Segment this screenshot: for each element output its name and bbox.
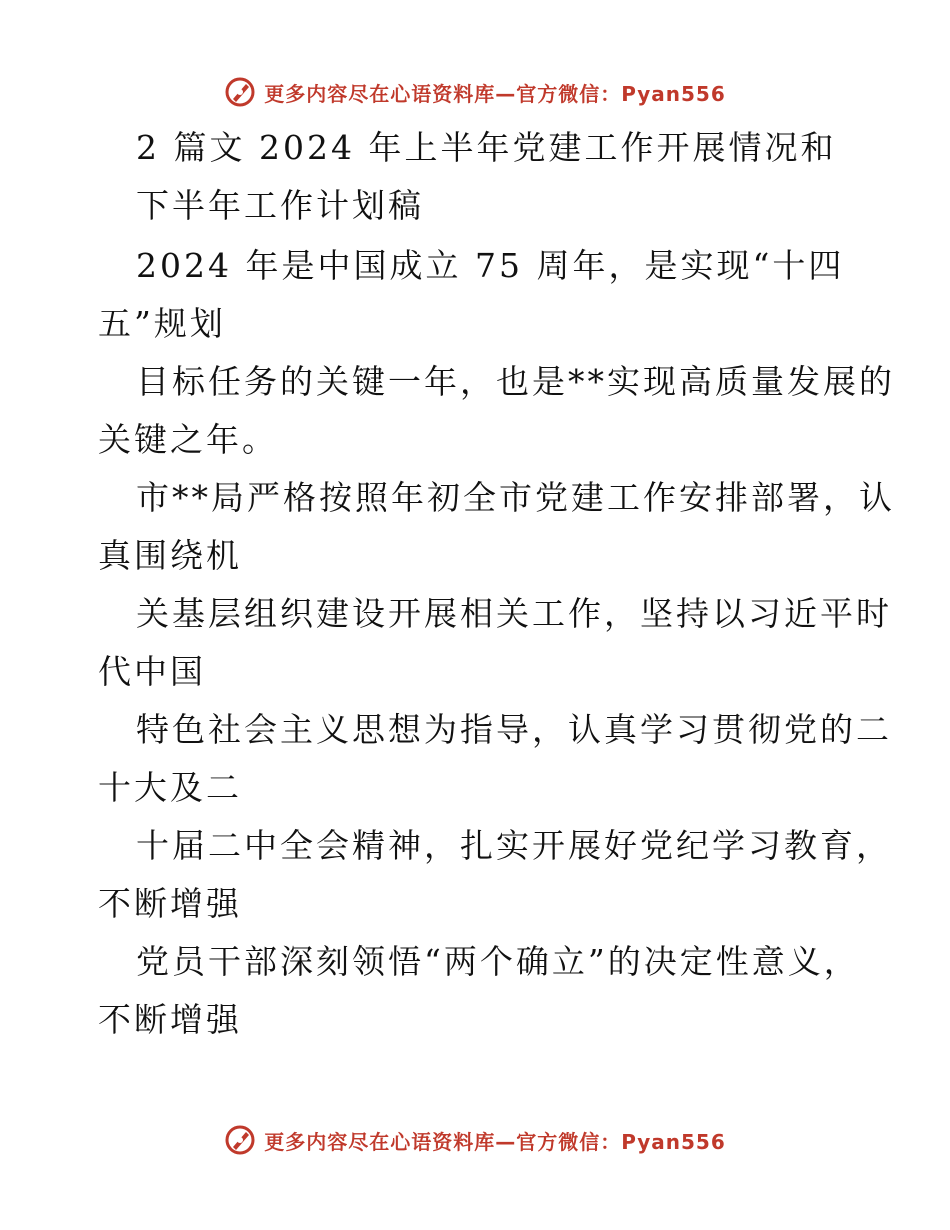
text-line: 2024 年是中国成立 75 周年，是实现“十四 [136, 246, 845, 285]
text-line: 市**局严格按照年初全市党建工作安排部署，认 [136, 478, 895, 517]
text-line: 真围绕机 [98, 536, 242, 575]
text-line: 下半年工作计划稿 [136, 186, 424, 225]
text-line: 关键之年。 [98, 420, 278, 459]
text-line: 十大及二 [98, 768, 242, 807]
pen-circle-icon [224, 1124, 256, 1156]
text-line: 2 篇文 2024 年上半年党建工作开展情况和 [136, 128, 837, 167]
text-line: 五”规划 [98, 304, 226, 343]
text-line: 代中国 [98, 652, 206, 691]
text-line: 十届二中全会精神，扎实开展好党纪学习教育， [136, 826, 892, 865]
footer-banner [0, 1120, 950, 1160]
pen-circle-icon [224, 76, 256, 108]
header-banner-text: 更多内容尽在心语资料库—官方微信：Pyan556 [264, 81, 726, 106]
footer-banner-text: 更多内容尽在心语资料库—官方微信：Pyan556 [264, 1129, 726, 1154]
text-line: 关基层组织建设开展相关工作，坚持以习近平时 [136, 594, 892, 633]
text-line: 目标任务的关键一年，也是**实现高质量发展的 [136, 362, 895, 401]
header-banner [0, 72, 950, 112]
text-line: 不断增强 [98, 884, 242, 923]
text-line: 党员干部深刻领悟“两个确立”的决定性意义， [136, 942, 860, 981]
text-line: 特色社会主义思想为指导，认真学习贯彻党的二 [136, 710, 892, 749]
text-line: 不断增强 [98, 1000, 242, 1039]
